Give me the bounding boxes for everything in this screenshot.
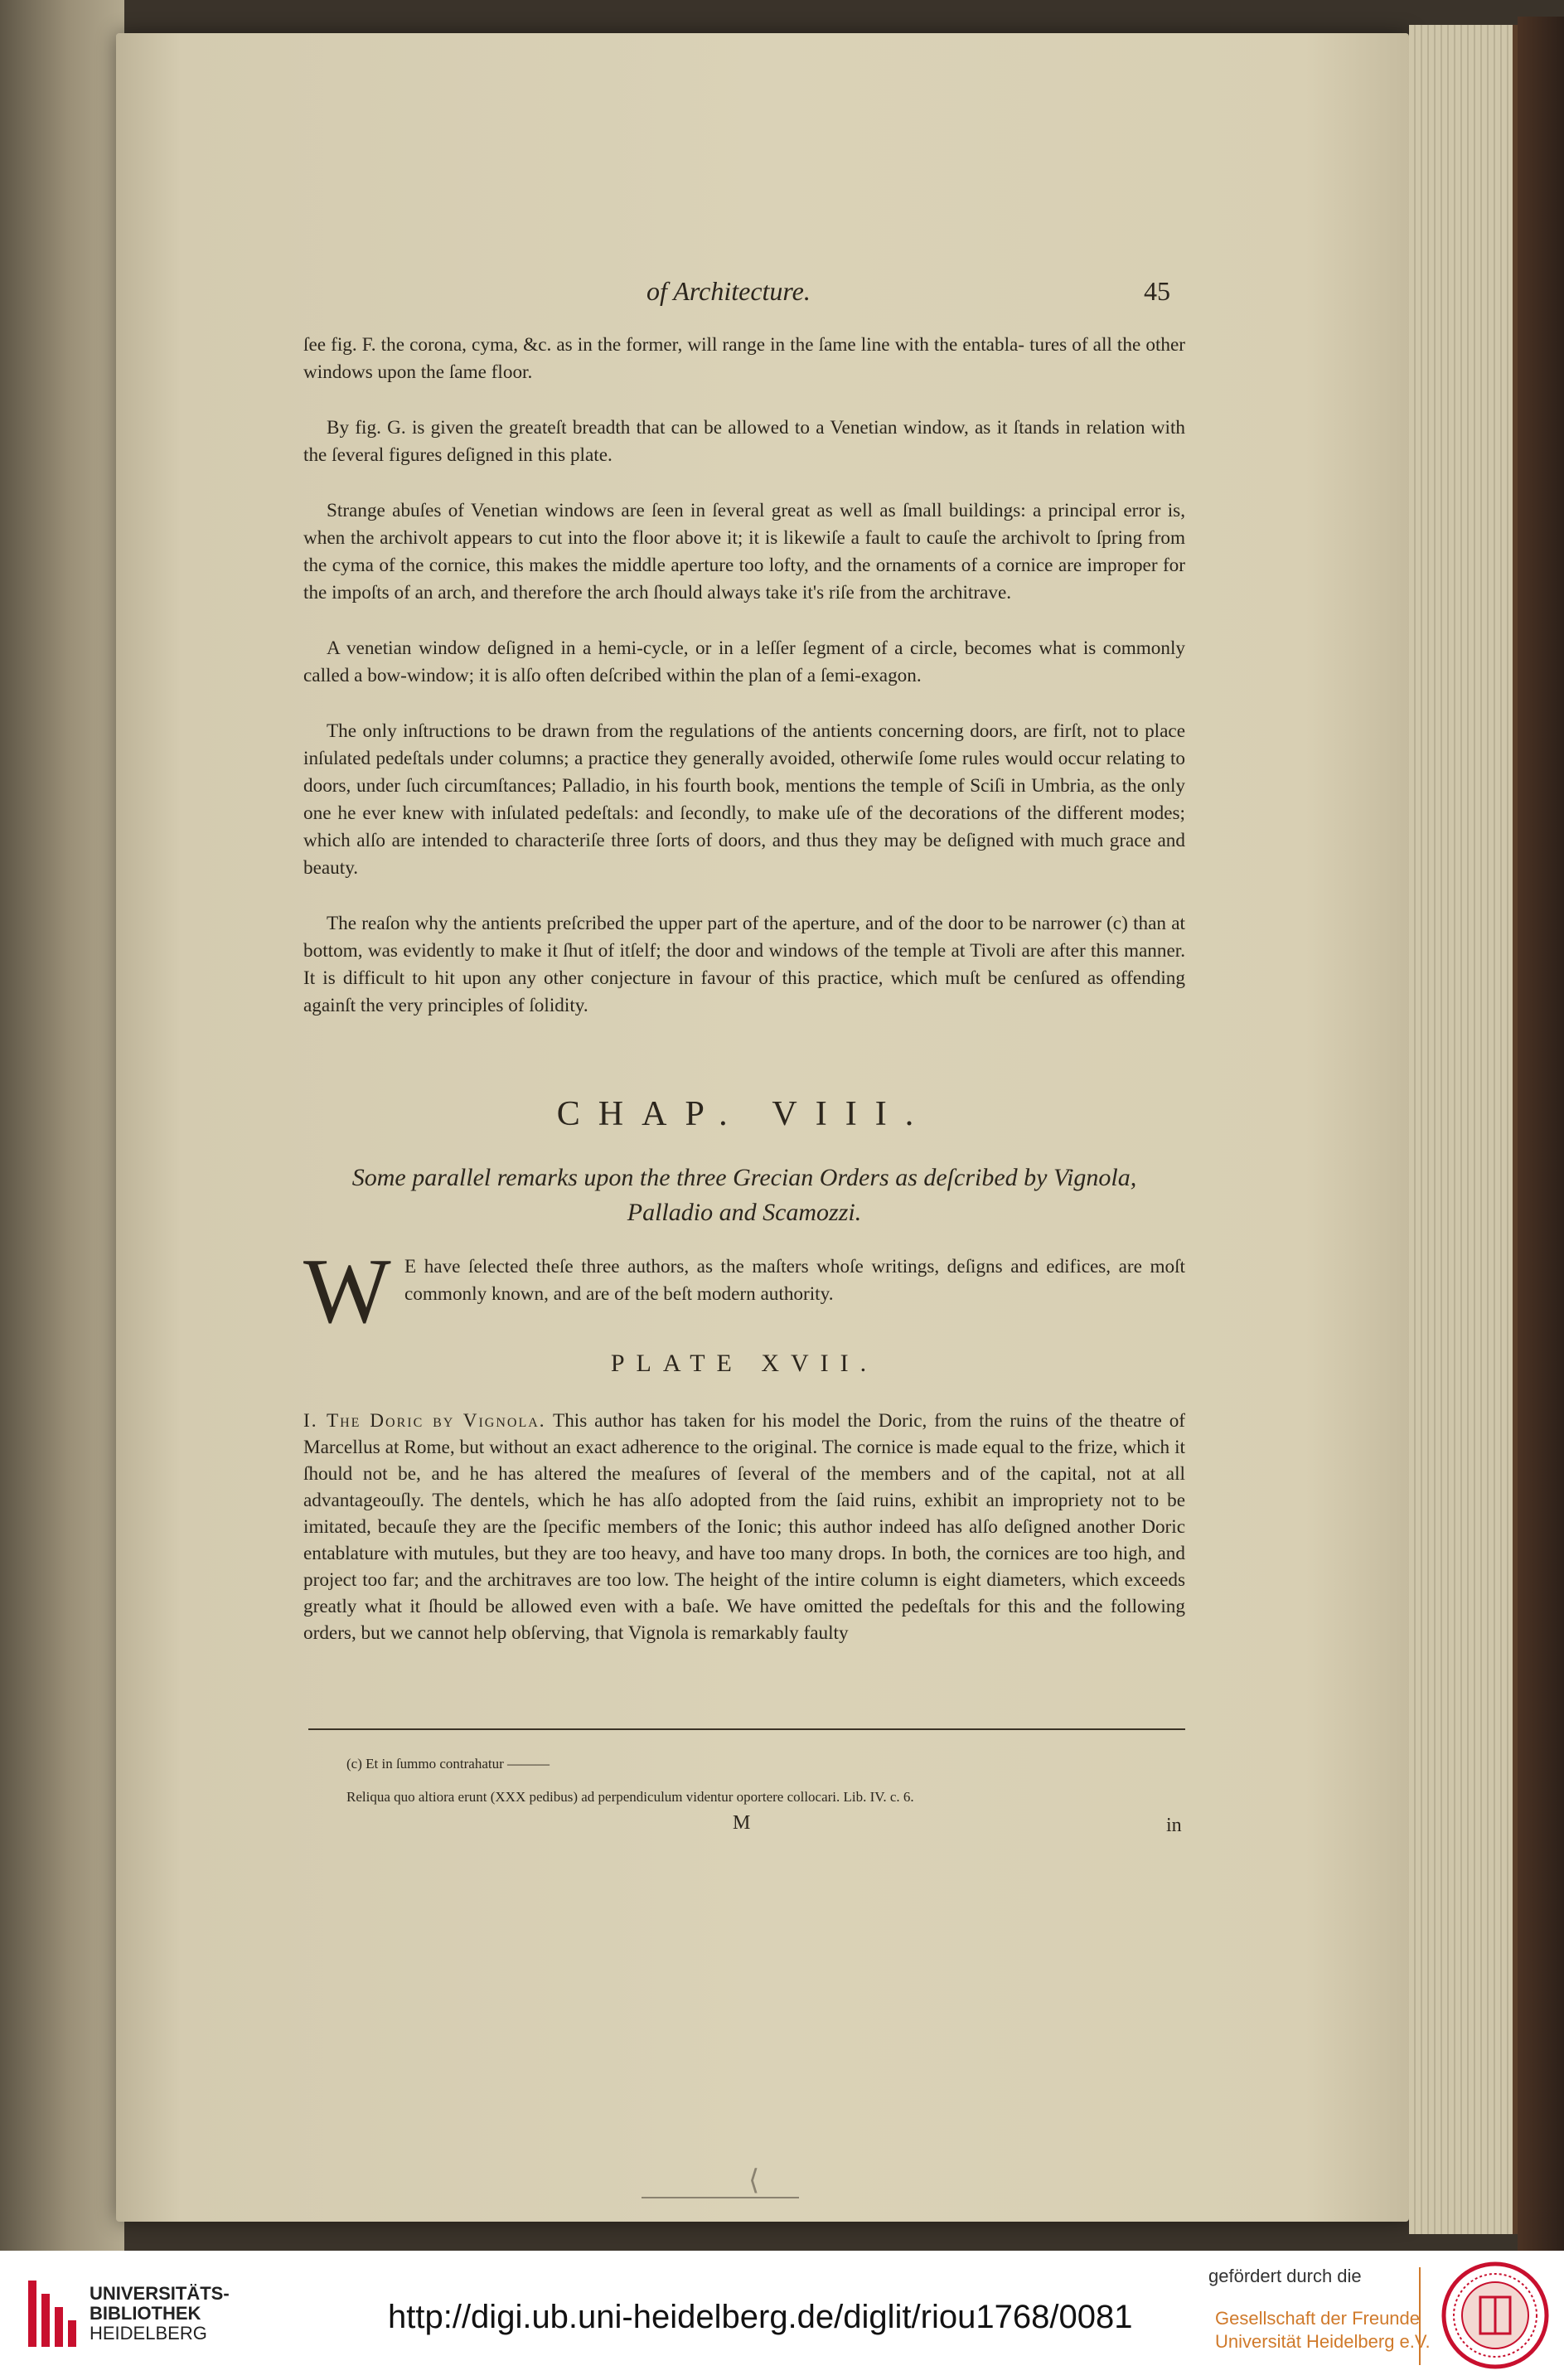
footnote-rule xyxy=(308,1728,1185,1730)
intro-text: E have ſelected theſe three authors, as the maſters whoſe writings, deſigns and edifices, are moſt commonly known, and are of the beſt modern authority. xyxy=(404,1256,1185,1305)
library-name-line-2: BIBLIOTHEK xyxy=(90,2303,201,2324)
plate-heading: PLATE XVII. xyxy=(610,1350,879,1377)
funder-name-line-1: Gesellschaft der Freunde xyxy=(1215,2308,1421,2329)
digitization-footer xyxy=(0,2251,1564,2380)
paragraph-4: A venetian window deſigned in a hemi-cycle, or in a leſſer ſegment of a circle, becomes what is commonly called a bow-window; it is alſo often deſcribed within the plan of a ſemi-exagon. xyxy=(303,637,1185,686)
ub-logo-icon xyxy=(25,2272,80,2355)
university-seal-icon xyxy=(1441,2261,1550,2370)
drop-cap: W xyxy=(303,1240,391,1343)
paragraph-5: The only inſtructions to be drawn from the regulations of the antients concerning doors, are firſt, not to place inſulated pedeſtals under columns; a practice they generally avoided, otherwiſe ſome rules would occur relating to doors, under ſuch circumſtances; Palladio, in his fourth book, mentions the temple of Sciſi in Umbria, as the only one he ever knew with inſulated pedeſtals: and ſecondly, to make uſe of the decorations of the different modes; which alſo are intended to characteriſe three ſorts of doors, and thus they may be deſigned with much grace and beauty. xyxy=(303,720,1185,879)
chapter-heading: CHAP. VIII. xyxy=(556,1095,932,1133)
funder-name xyxy=(1215,2307,1431,2353)
funded-by-label: gefördert durch die xyxy=(1208,2266,1362,2286)
library-name xyxy=(90,2284,230,2344)
chapter-subtitle xyxy=(303,1161,1185,1230)
left-page-edge xyxy=(0,0,124,2251)
body-text xyxy=(303,332,1185,1048)
paragraph-1: ſee fig. F. the corona, cyma, &c. as in the former, will range in the ſame line with the entabla- tures of all the other windows upon the ſame floor. xyxy=(303,334,1185,383)
page-edges xyxy=(1409,25,1518,2234)
pencil-line xyxy=(642,2197,799,2198)
section-lead: I. The Doric by Vignola. xyxy=(303,1410,546,1432)
pencil-mark: ⟨ xyxy=(748,2165,760,2196)
page-number: 45 xyxy=(1144,276,1170,306)
signature-mark: M xyxy=(733,1812,751,1834)
funder-name-line-2: Universität Heidelberg e.V. xyxy=(1215,2331,1431,2352)
chapter-subtitle-line-2: Palladio and Scamozzi. xyxy=(627,1199,862,1226)
catchword: in xyxy=(1166,1815,1182,1836)
section-doric-vignola xyxy=(303,1408,1185,1646)
permalink-url[interactable]: http://digi.ub.uni-heidelberg.de/diglit/riou1768/0081 xyxy=(388,2299,1133,2335)
funder-separator xyxy=(1419,2267,1421,2365)
paragraph-3: Strange abuſes of Venetian windows are ſeen in ſeveral great as well as ſmall buildings: a principal error is, when the archivolt appears to cut into the floor above it; it is likewiſe a fault to cauſe the archivolt to ſpring from the cyma of the cornice, this makes the middle aperture too lofty, and the ornaments of a cornice are improper for the impoſts of an arch, and therefore the arch ſhould always take it's riſe from the architrave. xyxy=(303,500,1185,603)
chapter-subtitle-line-1: Some parallel remarks upon the three Grecian Orders as deſcribed by Vignola, xyxy=(351,1164,1137,1191)
footnote-c: (c) Et in ſummo contrahatur ——— xyxy=(346,1756,550,1772)
paragraph-6: The reaſon why the antients preſcribed the upper part of the aperture, and of the door to be narrower (c) than at bottom, was evidently to make it ſhut of itſelf; the door and windows of the temple at Tivoli are after this manner. It is difficult to hit upon any other conjecture in favour of this practice, which muſt be cenſured as offending againſt the very principles of ſolidity. xyxy=(303,913,1185,1016)
library-name-line-3: HEIDELBERG xyxy=(90,2323,207,2344)
footnote-quote: Reliqua quo altiora erunt (XXX pedibus) ad perpendiculum videntur oportere collocari. Lib. IV. c. 6. xyxy=(346,1789,914,1805)
library-name-line-1: UNIVERSITÄTS- xyxy=(90,2283,230,2304)
section-text: This author has taken for his model the Doric, from the ruins of the theatre of Marcellus at Rome, but without an exact adherence to the original. The cornice is made equal to the frize, which it ſhould not be, and he has altered the meaſures of ſeveral of the members and of the capital, not at all advantageouſly. The dentels, which he has alſo adopted from the ſaid ruins, exhibit an impropriety not to be imitated, becauſe they are the ſpecific members of the Ionic; this author indeed has alſo deſigned another Doric entablature with mutules, but they are too heavy, and have too many drops. In both, the cornices are too high, and project too far; and the architraves are too low. The height of the intire column is eight diameters, which exceeds greatly what it ſhould be allowed even with a baſe. We have omitted the pedeſtals for this and the following orders, but we cannot help obſerving, that Vignola is remarkably faulty xyxy=(303,1410,1186,1644)
paragraph-2: By fig. G. is given the greateſt breadth that can be allowed to a Venetian window, as it ſtands in relation with the ſeveral figures deſigned in this plate. xyxy=(303,417,1185,466)
running-head: of Architecture. xyxy=(646,276,811,306)
book-cover xyxy=(1518,17,1564,2251)
